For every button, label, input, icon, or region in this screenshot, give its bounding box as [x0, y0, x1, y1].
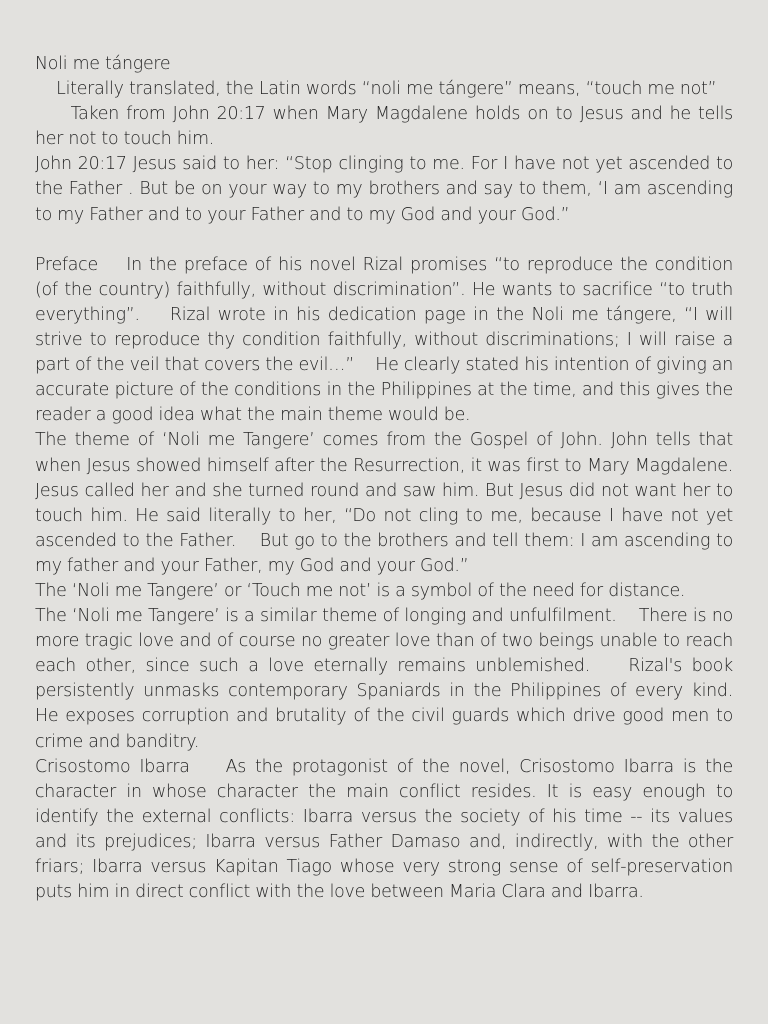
- intro-verse: John 20:17 Jesus said to her: “Stop clinging to me. For I have not yet ascended to the Father . But be on your way to my brothers and say to them, ‘I am ascending to my Father and to your Father and to my God and your God.”: [35, 154, 739, 225]
- paragraph-spacer: [35, 228, 733, 253]
- theme-paragraph: The theme of ‘Noli me Tangere’ comes from the Gospel of John. John tells that when Jesus showed himself after the Resurrection, it was first to Mary Magdalene. Jesus called her and she turned round and saw him. But Jesus did not want her to touch him. He said literally to her, “Do not cling to me, because I have not yet ascended to the Father. But go to the brothers and tell them: I am ascending to my father and your Father, my God and your God.”: [35, 430, 755, 576]
- ibarra-paragraph: Crisostomo Ibarra As the protagonist of the novel, Crisostomo Ibarra is the character in whose character the main conflict resides. It is easy enough to identify the external conflicts: Ibarra versus the society of his time -- its values and its prejudices; Ibarra versus Father Damaso and, indirectly, with the other friars; Ibarra versus Kapitan Tiago whose very strong sense of self-preservation puts him in direct conflict with the love between Maria Clara and Ibarra.: [35, 756, 739, 903]
- document-body: [35, 52, 755, 905]
- intro-source: Taken from John 20:17 when Mary Magdalene holds on to Jesus and he tells her not to touch him.: [35, 104, 739, 150]
- preface-paragraph: Preface In the preface of his novel Rizal promises “to reproduce the condition (of the country) faithfully, without discrimination”. He wants to sacrifice “to truth everything”. Rizal wrote in his dedication page in the Noli me tángere, “I will strive to reproduce thy condition faithfully, without discriminations; I will raise a part of the veil that covers the evil…” He clearly stated his intention of giving an accurate picture of the conditions in the Philippines at the time, and this gives the reader a good idea what the main theme would be.: [35, 254, 739, 426]
- intro-translation: Literally translated, the Latin words “noli me tángere” means, “touch me not”: [35, 79, 717, 100]
- longing-paragraph: The ‘Noli me Tangere’ is a similar theme of longing and unfulfilment. There is no more tragic love and of course no greater love than of two beings unable to reach each other, since such a love eternally remains unblemished. Rizal's book persistently unmasks contemporary Spaniards in the Philippines of every kind. He exposes corruption and brutality of the civil guards which drive good men to crime and banditry.: [35, 606, 755, 752]
- symbol-paragraph: The ‘Noli me Tangere’ or ‘Touch me not’ is a symbol of the need for distance.: [35, 580, 686, 601]
- document-title: Noli me tángere: [35, 54, 171, 74]
